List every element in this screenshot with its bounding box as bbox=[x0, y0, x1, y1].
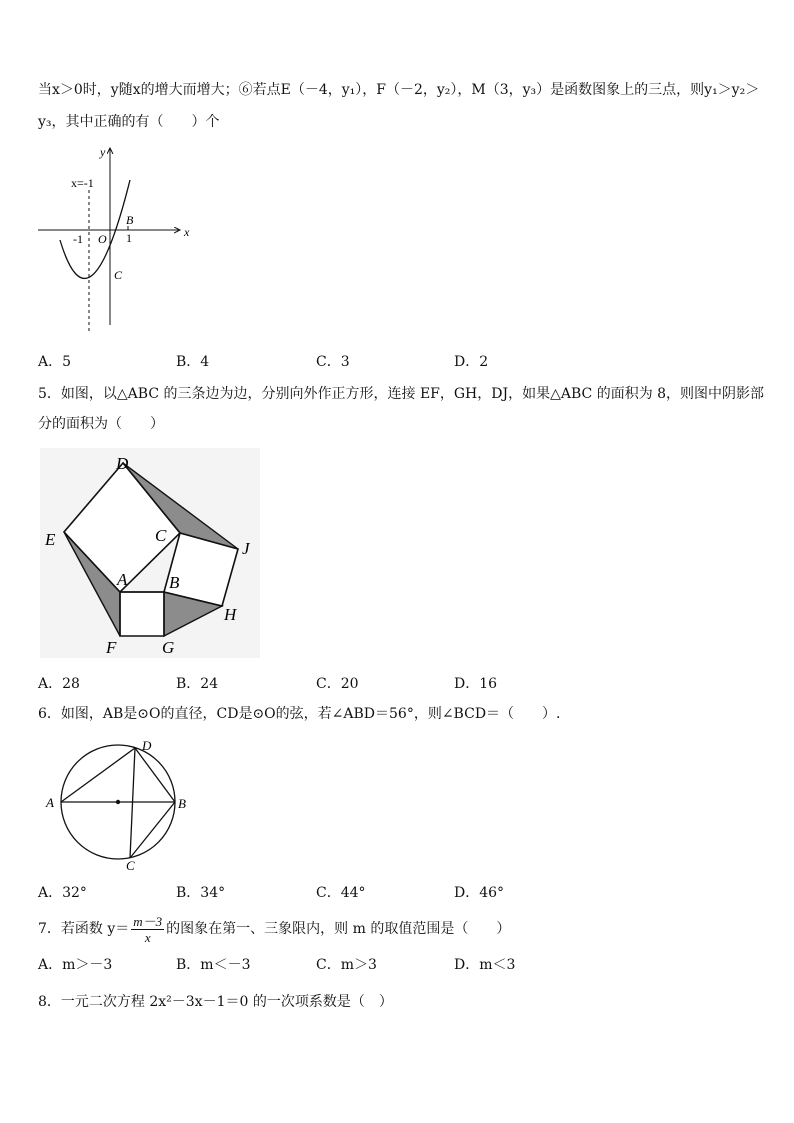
q7-stem bbox=[38, 912, 510, 946]
q7-stem-after: 的图象在第一、三象限内，则 m 的取值范围是（ ） bbox=[166, 921, 511, 937]
q6-option-b[interactable]: B．34° bbox=[176, 885, 226, 901]
q4-option-c[interactable]: C．3 bbox=[316, 354, 350, 370]
chord-cd bbox=[130, 748, 135, 858]
q5-option-b[interactable]: B．24 bbox=[176, 676, 219, 692]
label-a: A bbox=[117, 570, 128, 589]
label-b: B bbox=[178, 796, 186, 811]
label-d: D bbox=[142, 738, 152, 753]
q5-option-d[interactable]: D．16 bbox=[454, 676, 498, 692]
y-axis-label: y bbox=[100, 145, 106, 159]
label-d: D bbox=[116, 454, 129, 473]
q6-option-c[interactable]: C．44° bbox=[316, 885, 366, 901]
q7-stem-before: 7．若函数 y＝ bbox=[38, 921, 130, 937]
symmetry-axis-label: x=-1 bbox=[71, 176, 94, 190]
q5-option-c[interactable]: C．20 bbox=[316, 676, 359, 692]
origin-label: O bbox=[98, 232, 107, 246]
q5-stem-line2: 分的面积为（ ） bbox=[38, 416, 164, 432]
q7-option-c[interactable]: C．m＞3 bbox=[316, 957, 377, 973]
label-f: F bbox=[106, 638, 117, 657]
q4-option-a[interactable]: A．5 bbox=[38, 354, 72, 370]
q5-squares-figure bbox=[40, 448, 260, 658]
q5-option-a[interactable]: A．28 bbox=[38, 676, 80, 692]
q7-option-a[interactable]: A．m＞－3 bbox=[38, 957, 113, 973]
q7-frac-numerator: m－3 bbox=[133, 913, 163, 929]
q4-option-b[interactable]: B．4 bbox=[176, 354, 210, 370]
x-axis-label: x bbox=[184, 225, 190, 239]
point-c-label: C bbox=[114, 268, 123, 282]
q7-frac-denominator: x bbox=[144, 929, 151, 945]
label-g: G bbox=[162, 638, 175, 657]
q4-option-d[interactable]: D．2 bbox=[454, 354, 489, 370]
q6-option-d[interactable]: D．46° bbox=[454, 885, 505, 901]
one-label: 1 bbox=[126, 231, 132, 245]
q7-fraction bbox=[131, 914, 164, 945]
q4-parabola-graph bbox=[30, 140, 210, 340]
center-point bbox=[116, 800, 120, 804]
square-abgf bbox=[120, 592, 164, 636]
point-b-label: B bbox=[126, 213, 134, 227]
label-e: E bbox=[45, 530, 56, 549]
neg-one-label: -1 bbox=[73, 232, 83, 246]
label-h: H bbox=[224, 605, 237, 624]
q8-stem: 8．一元二次方程 2x²－3x－1＝0 的一次项系数是（ ） bbox=[38, 994, 393, 1010]
q4-stem-line1: 当x＞0时，y随x的增大而增大；⑥若点E（－4，y₁），F（－2，y₂），M（3，y₃）是函数图象上的三点，则y₁＞y₂＞ bbox=[38, 82, 760, 98]
label-a: A bbox=[46, 795, 54, 810]
label-b: B bbox=[169, 573, 180, 592]
q6-option-a[interactable]: A．32° bbox=[38, 885, 87, 901]
q7-option-d[interactable]: D．m＜3 bbox=[454, 957, 516, 973]
segment-ad bbox=[61, 748, 135, 802]
label-c: C bbox=[155, 526, 167, 545]
q6-stem: 6．如图，AB是⊙O的直径，CD是⊙O的弦，若∠ABD＝56°，则∠BCD＝（ ）. bbox=[38, 706, 561, 722]
q6-circle-figure bbox=[40, 736, 200, 876]
label-c: C bbox=[126, 858, 135, 873]
q5-stem-line1: 5．如图，以△ABC 的三条边为边，分别向外作正方形，连接 EF，GH，DJ，如果△ABC 的面积为 8，则图中阴影部 bbox=[38, 386, 765, 402]
q4-stem-line2: y₃，其中正确的有（ ）个 bbox=[38, 114, 220, 130]
parabola-curve bbox=[60, 180, 130, 278]
segment-db bbox=[135, 748, 175, 802]
q7-option-b[interactable]: B．m＜－3 bbox=[176, 957, 251, 973]
label-j: J bbox=[242, 539, 250, 558]
